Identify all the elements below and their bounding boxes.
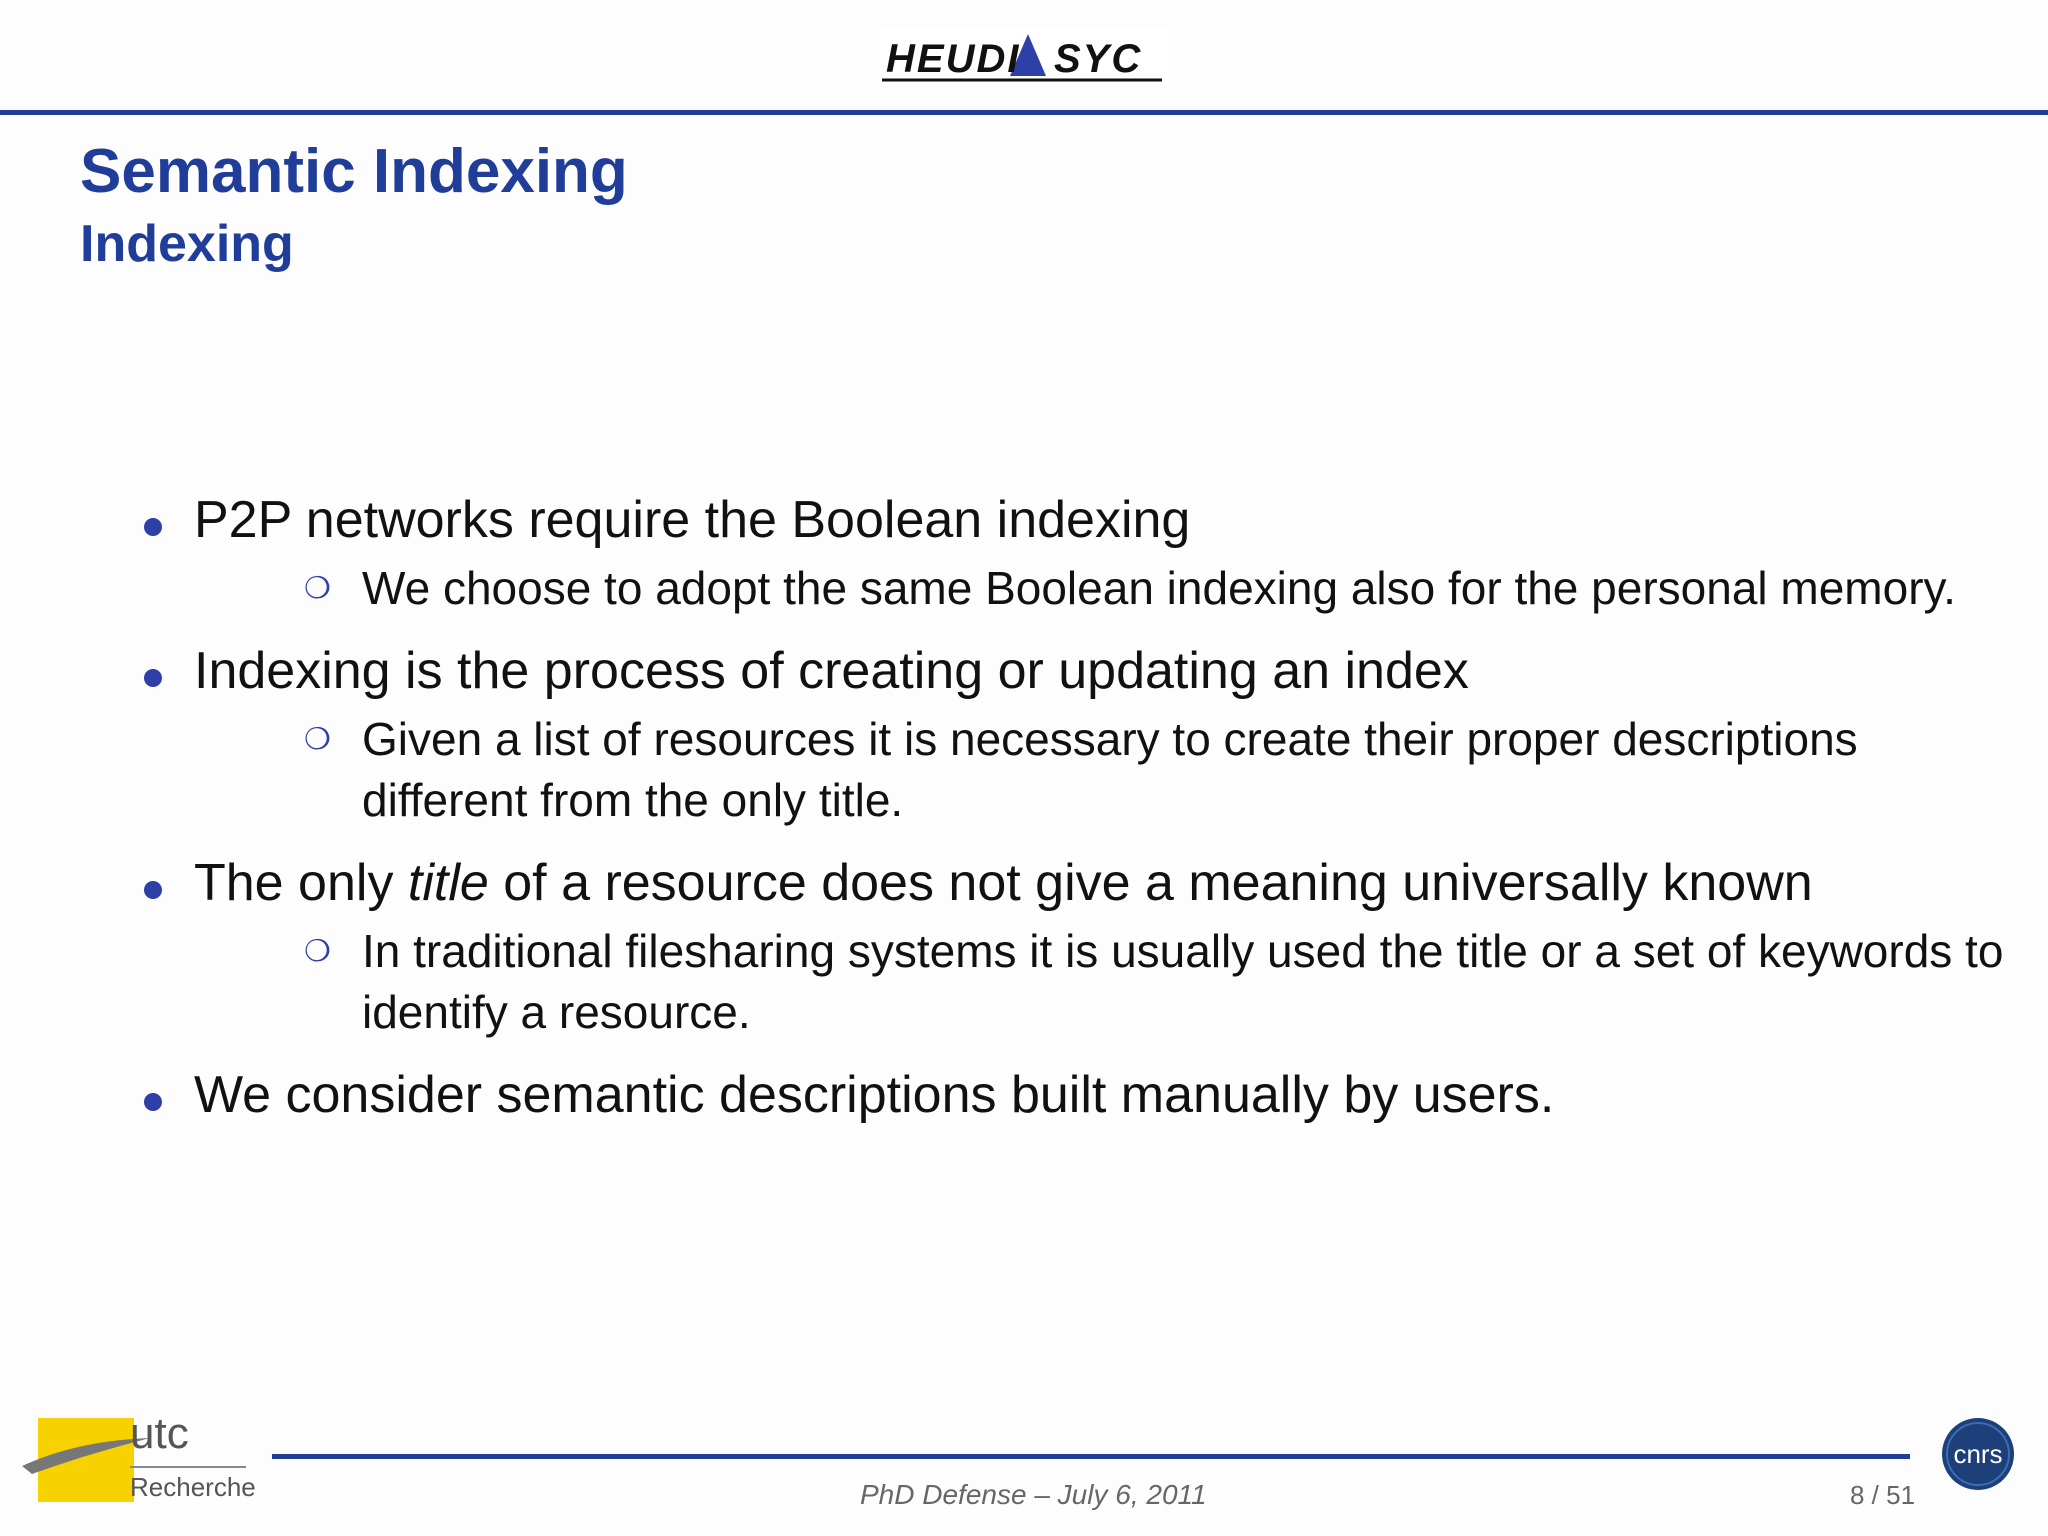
sub-item-text: Given a list of resources it is necessary to create their proper descriptions different from the only title. <box>362 713 1858 826</box>
footer-center-text: PhD Defense – July 6, 2011 <box>860 1479 1207 1510</box>
sub-item-text: In traditional filesharing systems it is usually used the title or a set of keywords to identify a resource. <box>362 925 2004 1038</box>
bullet-item <box>140 639 2010 831</box>
svg-text:HEUDI: HEUDI <box>886 37 1021 81</box>
sub-item <box>194 709 2010 831</box>
svg-text:SYC: SYC <box>1054 37 1143 81</box>
sub-item <box>194 558 2010 619</box>
bullet-item <box>140 851 2010 1043</box>
bullet-icon <box>144 1093 162 1111</box>
utc-recherche: Recherche <box>130 1472 256 1502</box>
bullet-icon <box>144 669 162 687</box>
bullet-text-after: of a resource does not give a meaning universally known <box>488 854 1813 912</box>
slide-content <box>140 488 2010 1127</box>
utc-divider <box>130 1466 246 1468</box>
bullet-text: Indexing is the process of creating or updating an index <box>194 642 1469 700</box>
cnrs-logo <box>1940 1416 2016 1492</box>
bullet-text: We consider semantic descriptions built manually by users. <box>194 1066 1555 1124</box>
title-block <box>80 136 628 276</box>
bullet-icon <box>144 518 162 536</box>
bullet-text-emphasis: title <box>407 854 489 912</box>
slide-subtitle: Indexing <box>80 215 294 273</box>
sub-bullet-icon: ❍ <box>304 572 331 605</box>
sub-bullet-icon: ❍ <box>304 935 331 968</box>
bullet-item <box>140 1063 2010 1127</box>
utc-word: utc <box>130 1409 189 1458</box>
svg-text:cnrs: cnrs <box>1953 1439 2003 1469</box>
heudiasyc-logo <box>878 28 1170 86</box>
slide-title: Semantic Indexing <box>80 137 628 206</box>
bullet-icon <box>144 881 162 899</box>
bullet-text: P2P networks require the Boolean indexing <box>194 491 1191 549</box>
header-rule <box>0 110 2048 115</box>
page-number: 8 / 51 <box>1850 1480 1916 1510</box>
bullet-item <box>140 488 2010 619</box>
bullet-text-before: The only <box>194 854 408 912</box>
sub-bullet-icon: ❍ <box>304 723 331 756</box>
sub-item <box>194 921 2010 1043</box>
utc-logo <box>22 1409 256 1520</box>
footer-rule <box>272 1454 1910 1459</box>
sub-item-text: We choose to adopt the same Boolean indexing also for the personal memory. <box>362 562 1956 614</box>
